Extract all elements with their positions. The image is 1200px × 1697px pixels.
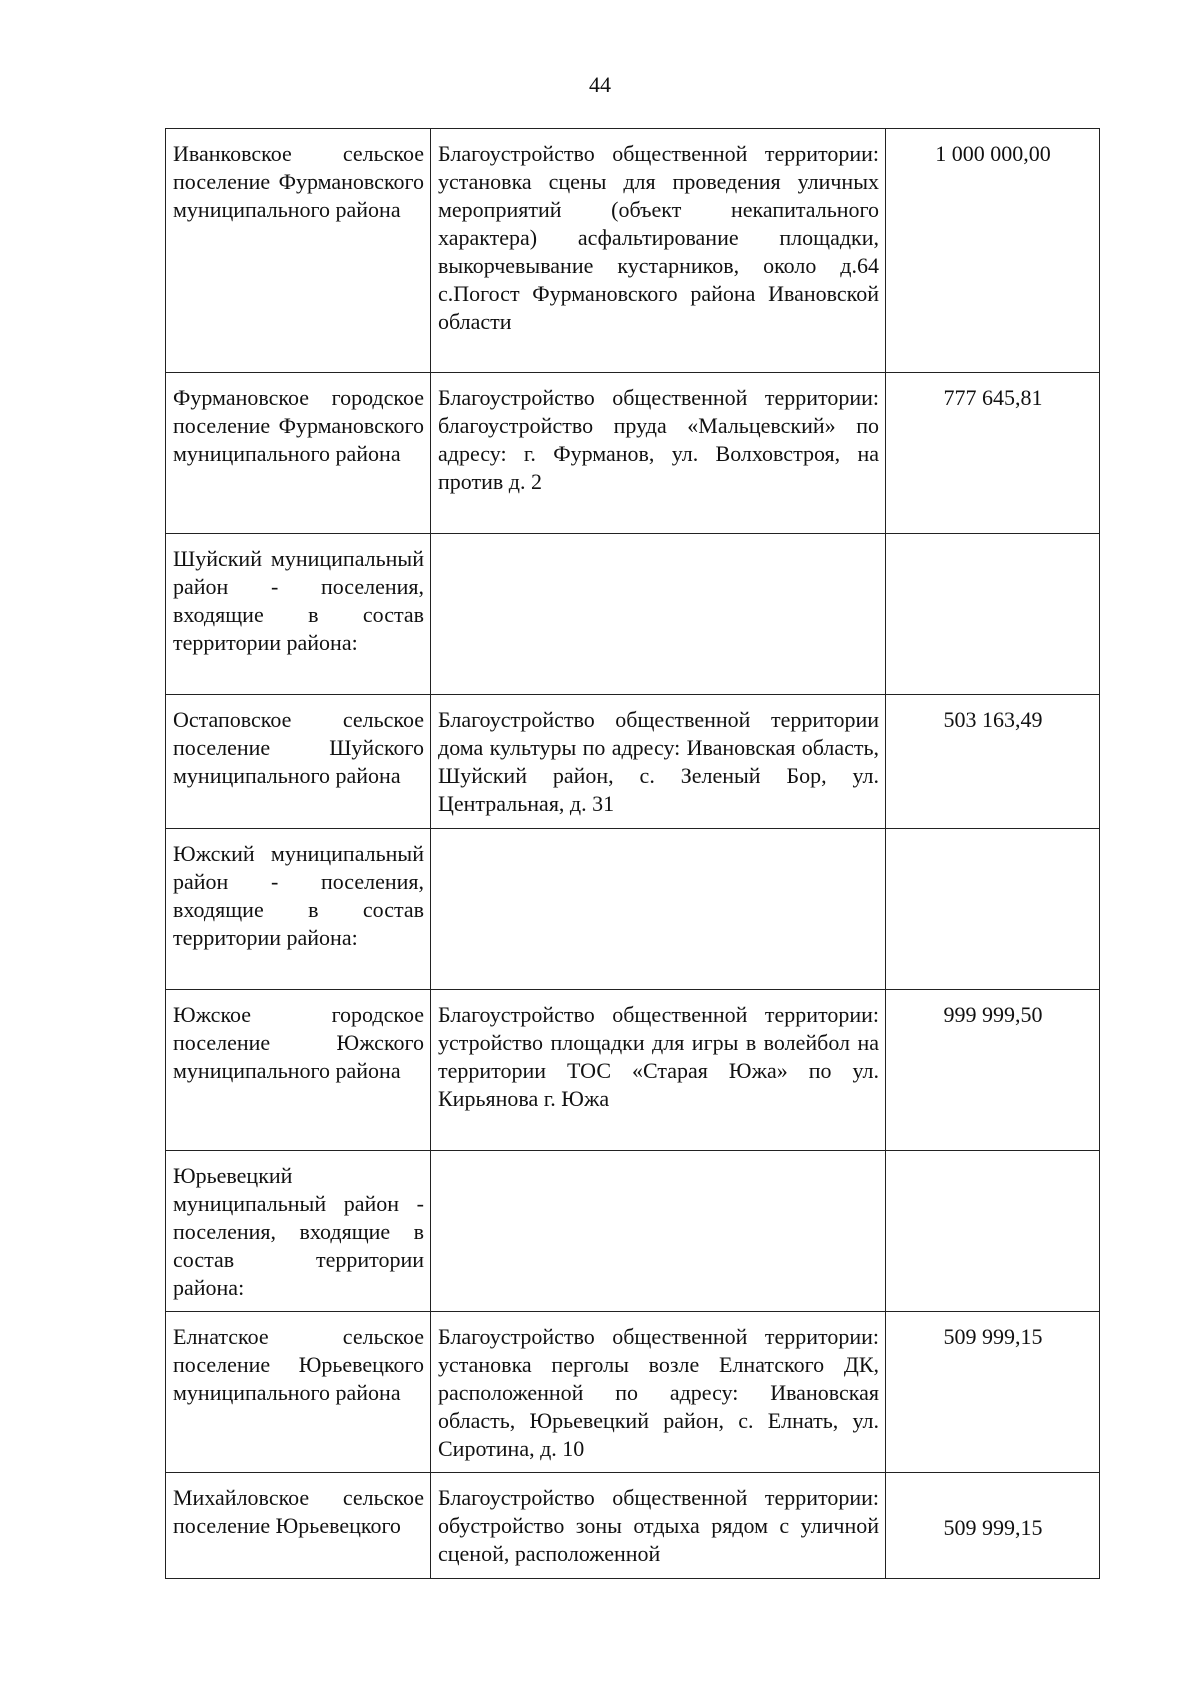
description-cell xyxy=(431,129,886,373)
description-cell xyxy=(431,1312,886,1473)
amount-value: 1 000 000,00 xyxy=(935,141,1051,166)
settlement-cell xyxy=(166,695,431,829)
settlement-cell xyxy=(166,990,431,1151)
table-row xyxy=(166,990,1100,1151)
amount-cell xyxy=(886,1151,1100,1312)
settlement-cell xyxy=(166,373,431,534)
amount-cell xyxy=(886,373,1100,534)
project-description: Благоустройство общественной территории: установка сцены для проведения уличных мероприятий (объект некапитального характера) асфальтирование площадки, выкорчевывание кустарников, около д.64 с.Погост Фурмановского района Ивановской области xyxy=(438,141,879,334)
amount-cell xyxy=(886,1312,1100,1473)
settlement-cell xyxy=(166,129,431,373)
description-cell xyxy=(431,990,886,1151)
amount-cell xyxy=(886,695,1100,829)
table-row xyxy=(166,829,1100,990)
funding-table xyxy=(165,128,1100,1579)
settlement-cell xyxy=(166,1473,431,1579)
amount-cell xyxy=(886,829,1100,990)
description-cell xyxy=(431,829,886,990)
amount-cell xyxy=(886,129,1100,373)
description-cell xyxy=(431,1473,886,1579)
project-description: Благоустройство общественной территории дома культуры по адресу: Ивановская область, Шуйский район, с. Зеленый Бор, ул. Центральная, д. 31 xyxy=(438,707,879,816)
amount-cell xyxy=(886,990,1100,1151)
description-cell xyxy=(431,1151,886,1312)
settlement-cell xyxy=(166,829,431,990)
settlement-name: Иванковское сельское поселение Фурмановского муниципального района xyxy=(173,141,424,222)
description-cell xyxy=(431,373,886,534)
amount-cell xyxy=(886,534,1100,695)
table-row xyxy=(166,1473,1100,1579)
table-row xyxy=(166,129,1100,373)
settlement-name: Южский муниципальный район - поселения, входящие в состав территории района: xyxy=(173,841,424,950)
settlement-cell xyxy=(166,1312,431,1473)
settlement-name: Южское городское поселение Южского муниципального района xyxy=(173,1002,424,1083)
settlement-name: Юрьевецкий муниципальный район - поселения, входящие в состав территории района: xyxy=(173,1163,424,1300)
table-row xyxy=(166,534,1100,695)
project-description: Благоустройство общественной территории: обустройство зоны отдыха рядом с уличной сценой, расположенной xyxy=(438,1485,879,1566)
table-row xyxy=(166,695,1100,829)
amount-value: 509 999,15 xyxy=(943,1324,1043,1349)
settlement-name: Шуйский муниципальный район - поселения, входящие в состав территории района: xyxy=(173,546,424,655)
description-cell xyxy=(431,695,886,829)
project-description: Благоустройство общественной территории: устройство площадки для игры в волейбол на территории ТОС «Старая Южа» по ул. Кирьянова г. Южа xyxy=(438,1002,879,1111)
table-row xyxy=(166,1151,1100,1312)
amount-value: 503 163,49 xyxy=(943,707,1043,732)
amount-value: 509 999,15 xyxy=(943,1515,1043,1540)
settlement-cell xyxy=(166,1151,431,1312)
amount-value: 999 999,50 xyxy=(943,1002,1043,1027)
amount-value: 777 645,81 xyxy=(943,385,1043,410)
project-description: Благоустройство общественной территории: установка перголы возле Елнатского ДК, расположенной по адресу: Ивановская область, Юрьевецкий район, с. Елнать, ул. Сиротина, д. 10 xyxy=(438,1324,879,1461)
table-row xyxy=(166,373,1100,534)
amount-cell xyxy=(886,1473,1100,1579)
page-number: 44 xyxy=(589,72,611,97)
settlement-name: Фурмановское городское поселение Фурмановского муниципального района xyxy=(173,385,424,466)
settlement-name: Михайловское сельское поселение Юрьевецкого xyxy=(173,1485,424,1538)
description-cell xyxy=(431,534,886,695)
table-row xyxy=(166,1312,1100,1473)
settlement-name: Елнатское сельское поселение Юрьевецкого муниципального района xyxy=(173,1324,424,1405)
settlement-name: Остаповское сельское поселение Шуйского муниципального района xyxy=(173,707,424,788)
settlement-cell xyxy=(166,534,431,695)
project-description: Благоустройство общественной территории: благоустройство пруда «Мальцевский» по адресу: г. Фурманов, ул. Волховстроя, на против д. 2 xyxy=(438,385,879,494)
